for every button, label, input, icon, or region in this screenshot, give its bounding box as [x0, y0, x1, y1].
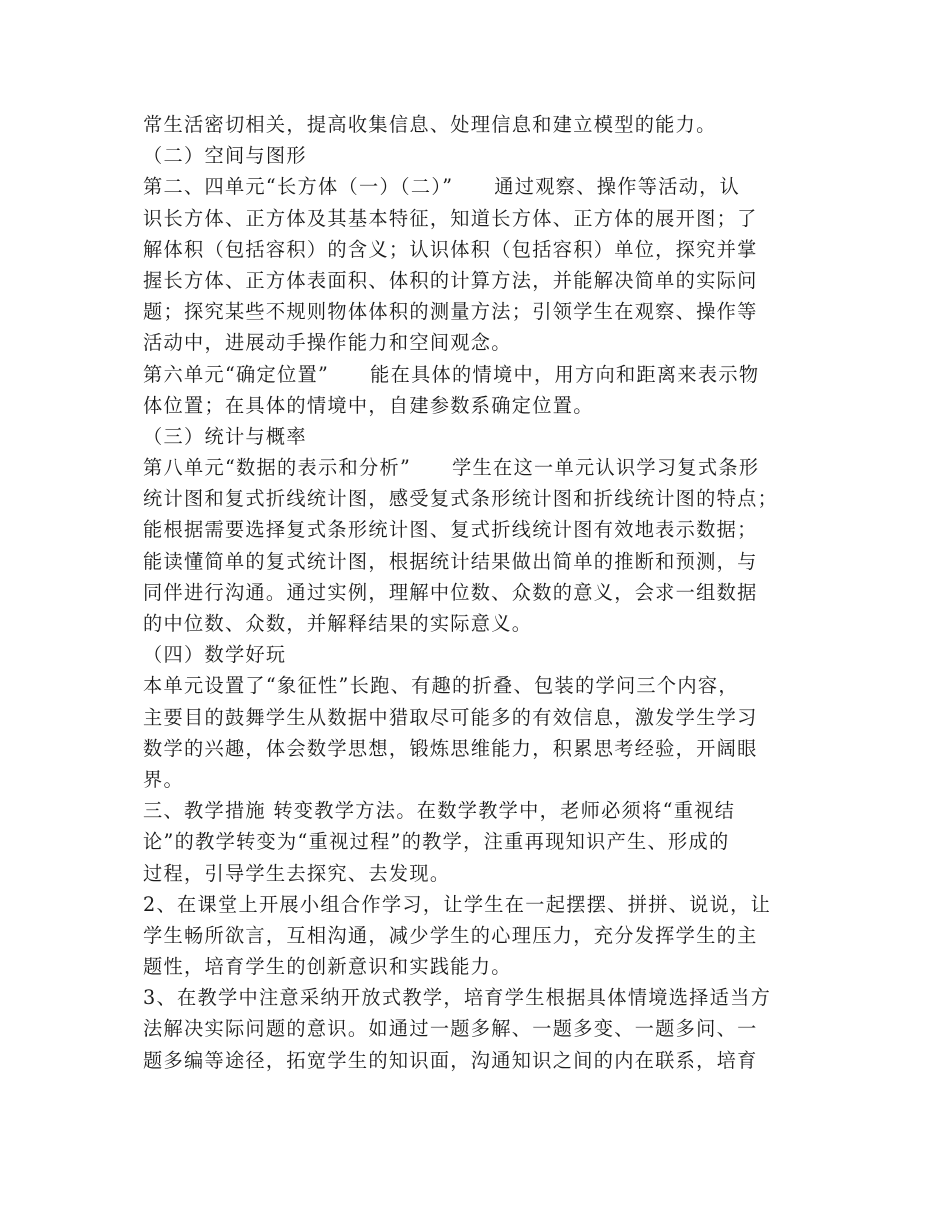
text-line: 第八单元“数据的表示和分析” 学生在这一单元认识学习复式条形 — [143, 456, 760, 480]
text-line: 统计图和复式折线统计图，感受复式条形统计图和折线统计图的特点； — [143, 487, 779, 511]
text-line: 题；探究某些不规则物体体积的测量方法；引领学生在观察、操作等 — [143, 300, 758, 324]
section-heading: （四）数学好玩 — [143, 643, 287, 667]
text-line: 法解决实际问题的意识。如通过一题多解、一题多变、一题多问、一 — [143, 1017, 758, 1041]
section-heading: （三）统计与概率 — [143, 424, 307, 448]
text-line: 论”的教学转变为“重视过程”的教学，注重再现知识产生、形成的 — [143, 830, 730, 854]
text-line: 第六单元“确定位置” 能在具体的情境中，用方向和距离来表示物 — [143, 362, 760, 386]
text-line: 解体积（包括容积）的含义；认识体积（包括容积）单位，探究并掌 — [143, 237, 758, 261]
text-line: 本单元设置了“象征性”长跑、有趣的折叠、包装的学问三个内容， — [143, 674, 739, 698]
section-heading: （二）空间与图形 — [143, 144, 307, 168]
text-line: 三、教学措施 转变教学方法。在数学教学中，老师必须将“重视结 — [143, 799, 736, 823]
text-line: 主要目的鼓舞学生从数据中猎取尽可能多的有效信息，激发学生学习 — [143, 705, 758, 729]
text-line: 学生畅所欲言，互相沟通，减少学生的心理压力，充分发挥学生的主 — [143, 923, 758, 947]
text-line: 同伴进行沟通。通过实例，理解中位数、众数的意义，会求一组数据 — [143, 580, 758, 604]
text-line: 能根据需要选择复式条形统计图、复式折线统计图有效地表示数据； — [143, 518, 758, 542]
text-line: 数学的兴趣，体会数学思想，锻炼思维能力，积累思考经验，开阔眼 — [143, 736, 758, 760]
text-line: 活动中，进展动手操作能力和空间观念。 — [143, 331, 512, 355]
text-line: 握长方体、正方体表面积、体积的计算方法，并能解决简单的实际问 — [143, 268, 758, 292]
text-line: 题多编等途径，拓宽学生的知识面，沟通知识之间的内在联系，培育 — [143, 1048, 758, 1072]
text-line: 识长方体、正方体及其基本特征，知道长方体、正方体的展开图；了 — [143, 206, 758, 230]
text-line: 题性，培育学生的创新意识和实践能力。 — [143, 955, 512, 979]
text-line: 第二、四单元“长方体（一）（二）” 通过观察、操作等活动，认 — [143, 175, 741, 199]
text-line: 过程，引导学生去探究、去发现。 — [143, 861, 451, 885]
text-line: 体位置；在具体的情境中，自建参数系确定位置。 — [143, 393, 594, 417]
text-line: 界。 — [143, 767, 184, 791]
text-line: 的中位数、众数，并解释结果的实际意义。 — [143, 612, 533, 635]
text-line: 常生活密切相关，提高收集信息、处理信息和建立模型的能力。 — [143, 113, 717, 136]
text-line: 能读懂简单的复式统计图，根据统计结果做出简单的推断和预测，与 — [143, 549, 758, 573]
text-line: 2、在课堂上开展小组合作学习，让学生在一起摆摆、拼拼、说说，让 — [143, 892, 772, 916]
document-body — [143, 109, 815, 1076]
text-line: 3、在教学中注意采纳开放式教学，培育学生根据具体情境选择适当方 — [143, 986, 772, 1010]
